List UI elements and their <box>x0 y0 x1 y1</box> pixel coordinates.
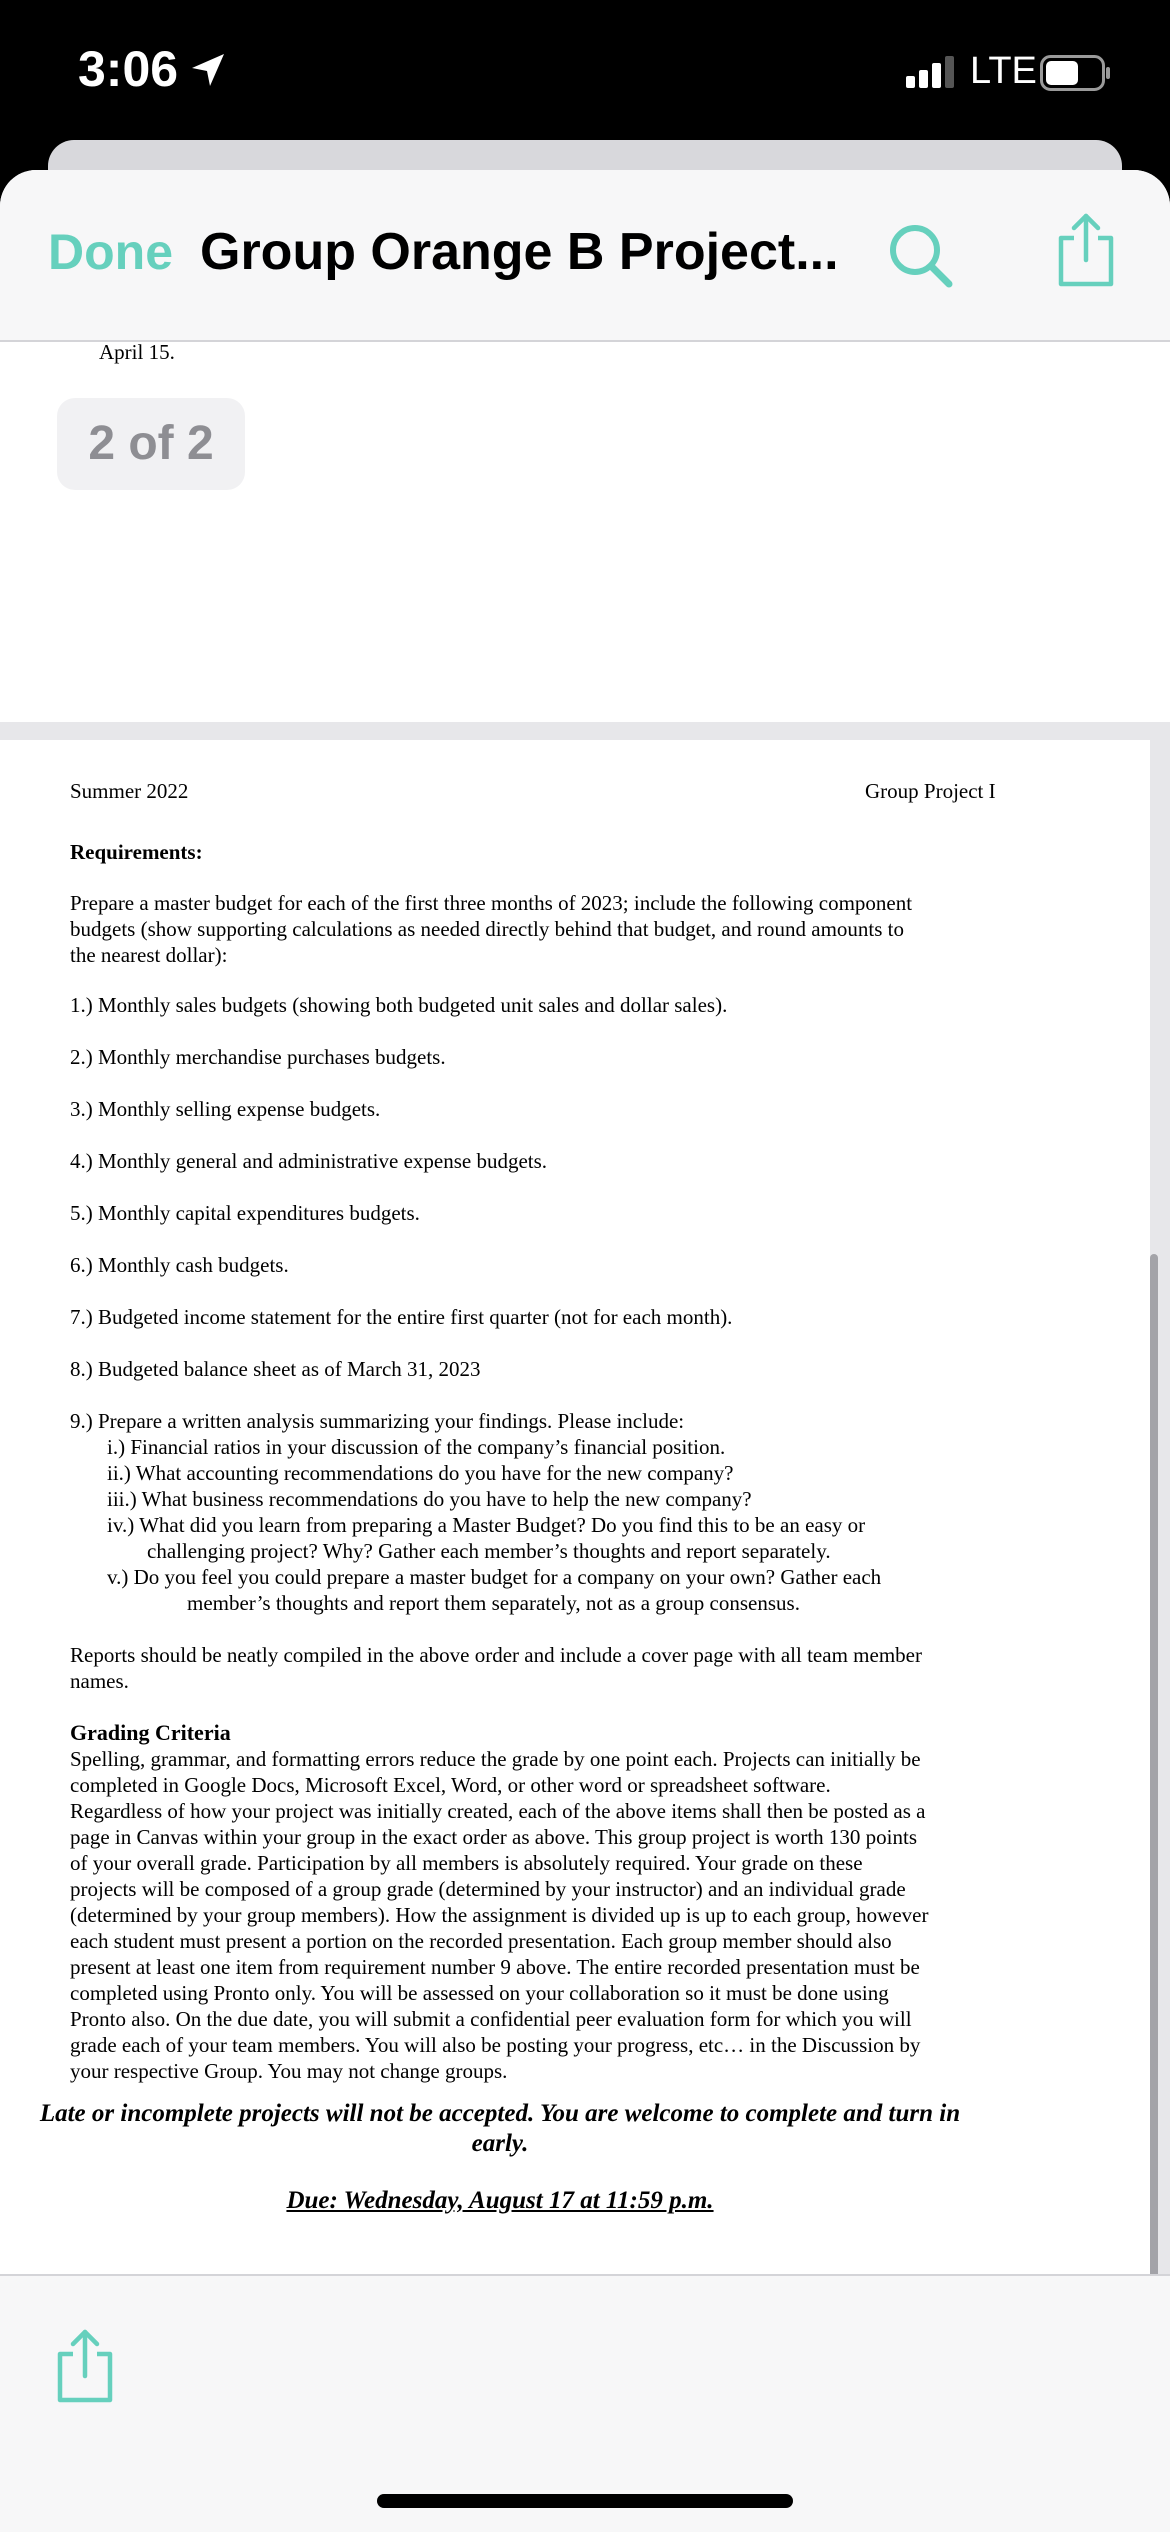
text-line: your respective Group. You may not change groups. <box>70 2059 508 2083</box>
late-policy-line: early. <box>471 2130 529 2157</box>
share-icon[interactable] <box>54 2328 116 2409</box>
document-viewer <box>0 170 1170 2532</box>
text-line: grade each of your team members. You will also be posting your progress, etc… in the Discussion by <box>70 2033 921 2057</box>
text-line: Reports should be neatly compiled in the above order and include a cover page with all team member <box>70 1643 922 1667</box>
list-item: 2.) Monthly merchandise purchases budgets. <box>70 1045 446 1069</box>
sub-item: i.) Financial ratios in your discussion of the company’s financial position. <box>107 1435 726 1459</box>
signal-icon <box>906 56 958 93</box>
text-line: of your overall grade. Participation by all members is absolutely required. Your grade on these <box>70 1851 863 1875</box>
text-line: Pronto also. On the due date, you will submit a confidential peer evaluation form for which you will <box>70 2007 912 2031</box>
share-icon[interactable] <box>1055 212 1117 293</box>
sub-item: ii.) What accounting recommendations do you have for the new company? <box>107 1461 734 1485</box>
list-item: 5.) Monthly capital expenditures budgets. <box>70 1201 420 1225</box>
text-line: budgets (show supporting calculations as needed directly behind that budget, and round amounts to <box>70 917 904 941</box>
grading-paragraph <box>70 1746 1000 2084</box>
home-indicator[interactable] <box>377 2494 793 2508</box>
status-bar <box>0 0 1170 150</box>
sub-item: challenging project? Why? Gather each member’s thoughts and report separately. <box>147 1539 831 1563</box>
list-item: 7.) Budgeted income statement for the entire first quarter (not for each month). <box>70 1305 733 1329</box>
list-item: 3.) Monthly selling expense budgets. <box>70 1097 381 1121</box>
text-line: Regardless of how your project was initially created, each of the above items shall then be posted as a <box>70 1799 926 1823</box>
list-item: 8.) Budgeted balance sheet as of March 31, 2023 <box>70 1357 481 1381</box>
location-arrow-icon <box>188 50 228 95</box>
document-scroll-area[interactable] <box>0 342 1170 2442</box>
page-indicator: 2 of 2 <box>57 398 245 490</box>
text-line: present at least one item from requirement number 9 above. The entire recorded presentation must be <box>70 1955 920 1979</box>
intro-paragraph <box>70 890 1000 968</box>
text-line: completed in Google Docs, Microsoft Excel, Word, or other word or spreadsheet software. <box>70 1773 831 1797</box>
text-line: (determined by your group members). How the assignment is divided up is up to each group, however <box>70 1903 929 1927</box>
list-item: 1.) Monthly sales budgets (showing both budgeted unit sales and dollar sales). <box>70 993 728 1017</box>
requirements-heading: Requirements: <box>70 840 203 864</box>
text-line: names. <box>70 1669 129 1693</box>
scrollbar[interactable] <box>1150 1254 1158 2434</box>
grading-heading: Grading Criteria <box>70 1720 231 1745</box>
list-item: 6.) Monthly cash budgets. <box>70 1253 289 1277</box>
list-item: 4.) Monthly general and administrative expense budgets. <box>70 1149 548 1173</box>
sub-item: iii.) What business recommendations do you have to help the new company? <box>107 1487 752 1511</box>
text-line: the nearest dollar): <box>70 943 228 967</box>
text-line: Spelling, grammar, and formatting errors reduce the grade by one point each. Projects can initially be <box>70 1747 921 1771</box>
text-line: each student must present a portion on the recorded presentation. Each group member should also <box>70 1929 892 1953</box>
due-date: Due: Wednesday, August 17 at 11:59 p.m. <box>286 2187 714 2214</box>
text-line: projects will be composed of a group grade (determined by your instructor) and an individual grade <box>70 1877 906 1901</box>
text-line: completed using Pronto only. You will be assessed on your collaboration so it must be done using <box>70 1981 889 2005</box>
page-header-left: Summer 2022 <box>70 779 189 803</box>
previous-page-text: April 15. <box>99 340 175 364</box>
document-page <box>0 740 1150 2442</box>
sub-item: member’s thoughts and report them separately, not as a group consensus. <box>187 1591 800 1615</box>
late-policy-line: Late or incomplete projects will not be accepted. You are welcome to complete and turn in <box>39 2100 961 2127</box>
status-time: 3:06 <box>78 41 179 97</box>
battery-icon <box>1040 55 1112 96</box>
reports-paragraph <box>70 1642 1000 1694</box>
nav-bar <box>0 170 1170 342</box>
sub-item: v.) Do you feel you could prepare a master budget for a company on your own? Gather each <box>107 1565 882 1589</box>
search-icon[interactable] <box>885 220 957 297</box>
page-header-right: Group Project I <box>865 779 996 803</box>
text-line: page in Canvas within your group in the exact order as above. This group project is worth 130 points <box>70 1825 918 1849</box>
previous-page <box>0 342 1170 722</box>
list-item: 9.) Prepare a written analysis summarizing your findings. Please include: <box>70 1409 685 1433</box>
done-button[interactable]: Done <box>48 224 173 280</box>
sub-item: iv.) What did you learn from preparing a Master Budget? Do you find this to be an easy or <box>107 1513 866 1537</box>
network-type: LTE <box>970 50 1037 92</box>
text-line: Prepare a master budget for each of the first three months of 2023; include the following component <box>70 891 913 915</box>
document-title: Group Orange B Project... <box>200 223 839 281</box>
